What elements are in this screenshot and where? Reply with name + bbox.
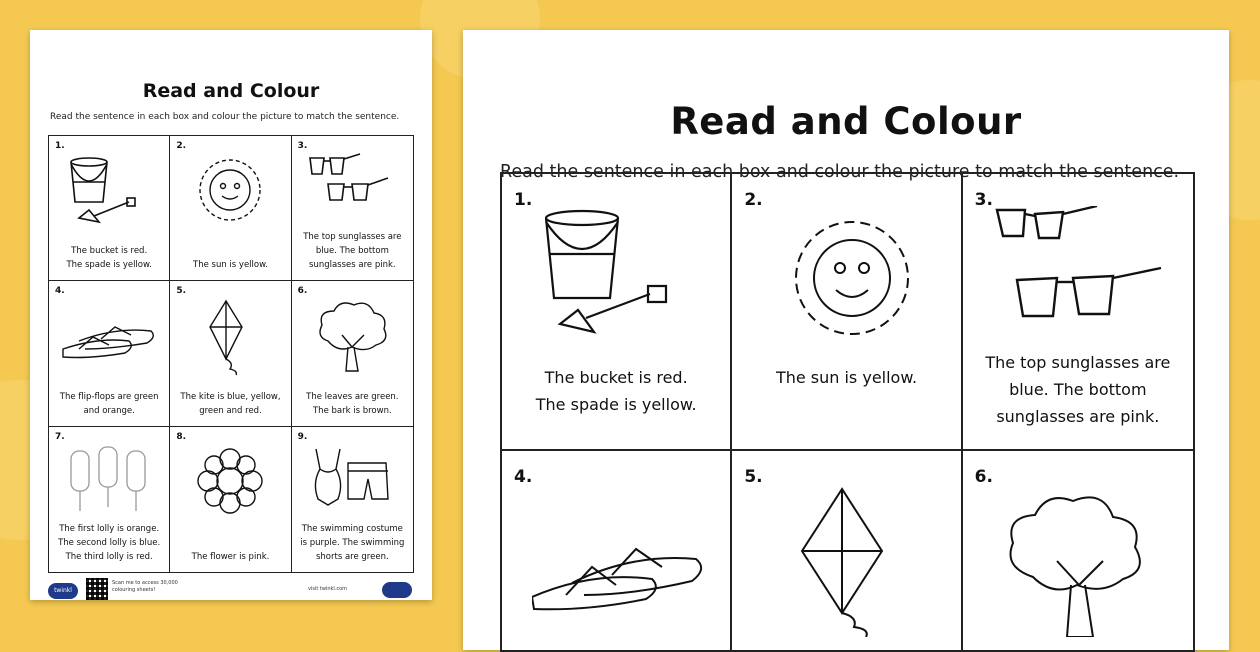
item-sentence: The top sunglasses are blue. The bottom sunglasses are pink. [985,353,1171,426]
worksheet-thumbnail [30,30,432,600]
activity-cell-3 [963,174,1193,451]
kite-icon [762,487,942,637]
item-sentence: The bucket is red. The spade is yellow. [66,246,152,271]
tree-icon [302,297,402,377]
activity-cell-4 [49,281,170,426]
item-sentence: The leaves are green. The bark is brown. [306,391,399,416]
item-number: 4. [514,467,533,487]
item-number: 8. [176,431,187,442]
item-sentence: The flower is pink. [191,551,270,562]
activity-cell-1 [49,136,170,281]
page-title: Read and Colour [670,100,1022,143]
kite-icon [180,297,280,377]
activity-cell-3 [292,136,413,281]
item-number: 5. [744,467,763,487]
activity-cell-2 [732,174,962,451]
activity-cell-5 [170,281,291,426]
item-number: 7. [55,431,65,442]
tree-icon [993,487,1173,637]
qr-code [86,578,108,600]
item-number: 1. [514,190,533,210]
activity-cell-6 [292,281,413,426]
item-number: 1. [55,141,65,151]
item-sentence: The flip-flops are green and orange. [59,391,159,416]
item-sentence: The sun is yellow. [193,260,268,271]
instruction-text: Read the sentence in each box and colour the picture to match the sentence. [50,112,400,122]
sun-icon [762,206,942,346]
flower-icon [180,443,280,523]
flip-flops-icon [532,487,712,637]
bucket-spade-icon [532,206,712,346]
activity-cell-9 [292,427,413,572]
item-sentence: The swimming costume is purple. The swimming shorts are green. [300,523,405,562]
activity-cell-7 [49,427,170,572]
activity-cell-6 [963,451,1193,650]
item-sentence: The kite is blue, yellow, green and red. [180,391,281,416]
flip-flops-icon [59,297,159,377]
sun-icon [180,152,280,232]
item-number: 3. [974,190,993,210]
activity-cell-8 [170,427,291,572]
brand-logo: twinkl [48,583,78,599]
sunglasses-icon [993,206,1173,346]
lollies-icon [59,443,159,523]
worksheet-enlarged [463,30,1229,650]
bucket-spade-icon [59,152,159,232]
item-number: 6. [974,467,993,487]
swimwear-icon [302,443,402,523]
item-sentence: The bucket is red. The spade is yellow. [535,368,697,414]
brand-logo-secondary [382,582,412,598]
item-number: 6. [297,286,308,297]
instruction-text: Read the sentence in each box and colour the picture to match the sentence. [500,162,1180,182]
activity-cell-2 [170,136,291,281]
activity-grid-enlarged [500,172,1195,652]
page-title: Read and Colour [142,80,320,102]
item-sentence: The first lolly is orange. The second lolly is blue. The third lolly is red. [58,523,161,562]
sunglasses-icon [302,152,402,232]
activity-cell-4 [502,451,732,650]
item-number: 5. [176,286,187,297]
footer-promo: Scan me to access 30,000 colouring sheets! [112,580,178,593]
item-number: 2. [176,141,187,151]
item-number: 9. [297,431,308,442]
item-number: 2. [744,190,763,210]
item-sentence: The top sunglasses are blue. The bottom sunglasses are pink. [303,232,402,271]
activity-cell-1 [502,174,732,451]
activity-grid [48,135,414,573]
footer-url: visit twinkl.com [308,586,348,592]
activity-cell-5 [732,451,962,650]
item-sentence: The sun is yellow. [775,368,918,387]
item-number: 3. [297,141,308,151]
item-number: 4. [55,286,65,297]
